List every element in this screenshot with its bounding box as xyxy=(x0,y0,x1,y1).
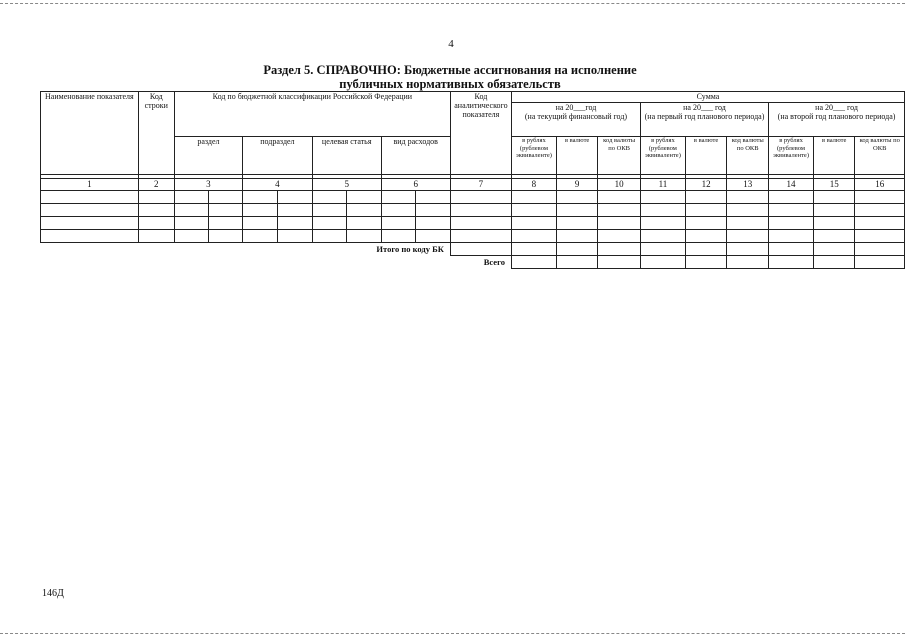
form-code: 146Д xyxy=(42,588,64,599)
header-period-first-plan xyxy=(640,103,768,137)
column-number: 10 xyxy=(598,179,641,191)
header-sum-rub: в рублях (рублевом эквиваленте) xyxy=(511,137,556,175)
header-sum-currency: в валюте xyxy=(685,137,727,175)
header-sum-okv: код валюты по ОКВ xyxy=(855,137,905,175)
header-sum: Сумма xyxy=(511,92,904,103)
period-year: на 20___ год xyxy=(683,103,726,112)
header-sum-rub: в рублях (рублевом эквиваленте) xyxy=(640,137,685,175)
header-bk-code: Код по бюджетной классификации Российской Федерации xyxy=(174,92,450,137)
column-number: 3 xyxy=(174,179,242,191)
period-year: на 20___ год xyxy=(815,103,858,112)
column-number: 2 xyxy=(138,179,174,191)
column-number: 8 xyxy=(511,179,556,191)
total-bk-label: Итого по коду БК xyxy=(376,243,444,254)
column-number: 6 xyxy=(381,179,450,191)
page-number: 4 xyxy=(448,38,454,50)
obligations-table xyxy=(40,91,905,269)
header-bk-subsection: подраздел xyxy=(242,137,312,175)
header-name: Наименование показателя xyxy=(41,92,139,175)
column-number: 12 xyxy=(685,179,727,191)
header-bk-section: раздел xyxy=(174,137,242,175)
header-bk-expense-type: вид расходов xyxy=(381,137,450,175)
column-number: 1 xyxy=(41,179,139,191)
header-sum-rub: в рублях (рублевом эквиваленте) xyxy=(769,137,814,175)
total-bk-row xyxy=(41,243,905,256)
table-row xyxy=(41,230,905,243)
grand-total-row xyxy=(41,256,905,269)
column-number: 13 xyxy=(727,179,769,191)
column-number: 16 xyxy=(855,179,905,191)
period-desc: (на первый год планового периода) xyxy=(644,112,765,121)
section-title-line-1: Раздел 5. СПРАВОЧНО: Бюджетные ассигнования на исполнение xyxy=(263,63,637,77)
period-desc: (на текущий финансовый год) xyxy=(524,112,628,121)
column-number: 14 xyxy=(769,179,814,191)
header-period-current xyxy=(511,103,640,137)
page-bottom-edge xyxy=(0,633,905,634)
header-period-second-plan xyxy=(769,103,905,137)
header-bk-target-article: целевая статья xyxy=(312,137,381,175)
column-number: 15 xyxy=(813,179,855,191)
column-numbers-row xyxy=(41,179,905,191)
column-number: 11 xyxy=(640,179,685,191)
section-title xyxy=(150,63,750,91)
header-sum-currency: в валюте xyxy=(813,137,855,175)
column-number: 4 xyxy=(242,179,312,191)
period-desc: (на второй год планового периода) xyxy=(777,112,896,121)
header-sum-currency: в валюте xyxy=(556,137,598,175)
column-number: 5 xyxy=(312,179,381,191)
table-row xyxy=(41,217,905,230)
header-analytic-code: Код аналитического показателя xyxy=(450,92,511,175)
header-row-code: Код строки xyxy=(138,92,174,175)
header-sum-okv: код валюты по ОКВ xyxy=(727,137,769,175)
table-row xyxy=(41,191,905,204)
table-row xyxy=(41,204,905,217)
grand-total-label: Всего xyxy=(483,256,505,267)
column-number: 7 xyxy=(450,179,511,191)
column-number: 9 xyxy=(556,179,598,191)
period-year: на 20___год xyxy=(555,103,597,112)
header-sum-okv: код валюты по ОКВ xyxy=(598,137,641,175)
section-title-line-2: публичных нормативных обязательств xyxy=(339,77,561,91)
page-top-edge xyxy=(0,3,905,4)
